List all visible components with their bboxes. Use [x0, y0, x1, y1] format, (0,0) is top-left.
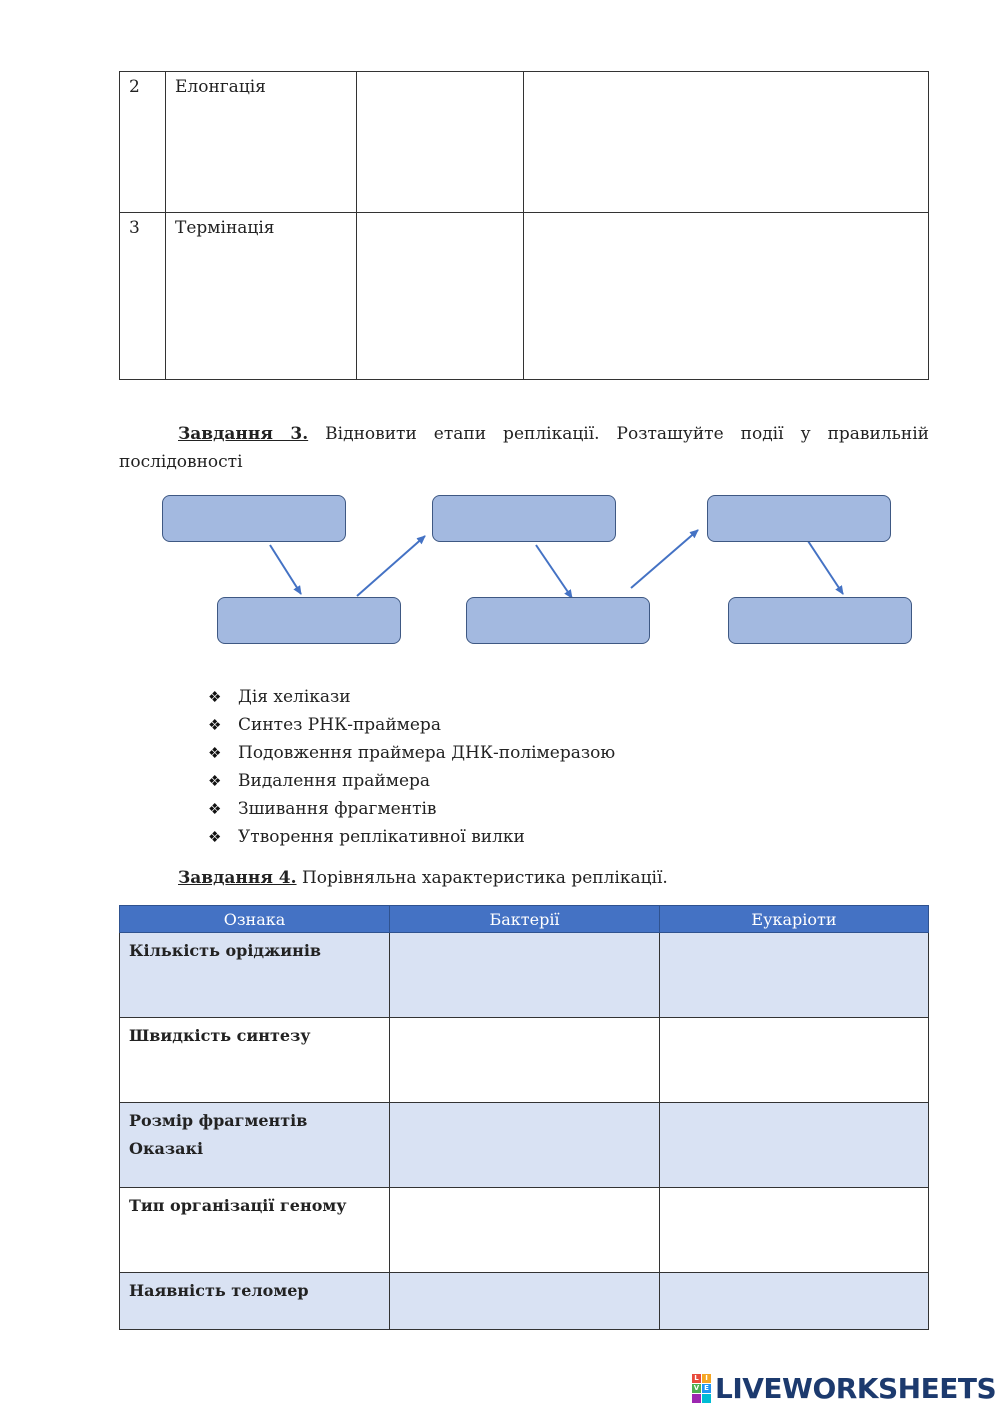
list-item[interactable]: ❖ Дія хелікази: [208, 683, 615, 711]
flow-arrow: [631, 530, 698, 588]
table-row: [120, 1188, 929, 1273]
diamond-bullet-icon: ❖: [208, 828, 222, 846]
diamond-bullet-icon: ❖: [208, 716, 222, 734]
column-header: Еукаріоти: [660, 906, 929, 933]
feature-label: Тип організації геному: [120, 1188, 390, 1273]
answer-cell[interactable]: [390, 1018, 660, 1103]
list-item[interactable]: ❖ Подовження праймера ДНК-полімеразою: [208, 739, 615, 767]
flow-box-4[interactable]: [466, 597, 650, 644]
flow-box-6[interactable]: [728, 597, 912, 644]
table-row: [120, 933, 929, 1018]
answer-cell[interactable]: [660, 933, 929, 1018]
column-header: Ознака: [120, 906, 390, 933]
answer-cell[interactable]: [390, 1188, 660, 1273]
stage-name: Термінація: [166, 213, 357, 380]
flow-arrow: [357, 536, 425, 596]
feature-label: Кількість оріджинів: [120, 933, 390, 1018]
answer-cell[interactable]: [390, 933, 660, 1018]
task4-paragraph: [178, 864, 668, 892]
row-number: 2: [120, 72, 166, 213]
logo-mark-icon: L I V E: [692, 1374, 711, 1403]
flow-box-1[interactable]: [162, 495, 346, 542]
answer-cell[interactable]: [660, 1018, 929, 1103]
diamond-bullet-icon: ❖: [208, 800, 222, 818]
feature-label: Розмір фрагментів Оказакі: [120, 1103, 390, 1188]
task3-text: Відновити етапи реплікації. Розташуйте події у правильній послідовності: [119, 424, 929, 472]
answer-cell[interactable]: [660, 1188, 929, 1273]
answer-cell[interactable]: [390, 1273, 660, 1330]
task4-title: Завдання 4.: [178, 868, 297, 888]
feature-label: Наявність теломер: [120, 1273, 390, 1330]
answer-cell[interactable]: [390, 1103, 660, 1188]
table-row: [120, 1103, 929, 1188]
diamond-bullet-icon: ❖: [208, 744, 222, 762]
liveworksheets-logo[interactable]: [692, 1372, 996, 1405]
list-item[interactable]: ❖ Синтез РНК-праймера: [208, 711, 615, 739]
diamond-bullet-icon: ❖: [208, 688, 222, 706]
list-item[interactable]: ❖ Видалення праймера: [208, 767, 615, 795]
logo-text: LIVEWORKSHEETS: [715, 1372, 997, 1405]
comparison-table: [119, 905, 929, 1330]
flow-box-2[interactable]: [217, 597, 401, 644]
flow-arrow: [536, 545, 572, 598]
flow-box-5[interactable]: [707, 495, 891, 542]
table-header-row: [120, 906, 929, 933]
feature-label: Швидкість синтезу: [120, 1018, 390, 1103]
task3-title: Завдання 3.: [178, 424, 309, 444]
list-item[interactable]: ❖ Зшивання фрагментів: [208, 795, 615, 823]
flow-arrow: [808, 541, 843, 594]
column-header: Бактерії: [390, 906, 660, 933]
events-list: [208, 683, 615, 851]
table-row: [120, 1018, 929, 1103]
row-number: 3: [120, 213, 166, 380]
flow-box-3[interactable]: [432, 495, 616, 542]
answer-cell[interactable]: [660, 1273, 929, 1330]
table-row: [120, 1273, 929, 1330]
answer-cell[interactable]: [660, 1103, 929, 1188]
stage-name: Елонгація: [166, 72, 357, 213]
list-item[interactable]: ❖ Утворення реплікативної вилки: [208, 823, 615, 851]
task4-text: Порівняльна характеристика реплікації.: [296, 868, 668, 888]
diamond-bullet-icon: ❖: [208, 772, 222, 790]
flow-arrow: [270, 545, 301, 594]
